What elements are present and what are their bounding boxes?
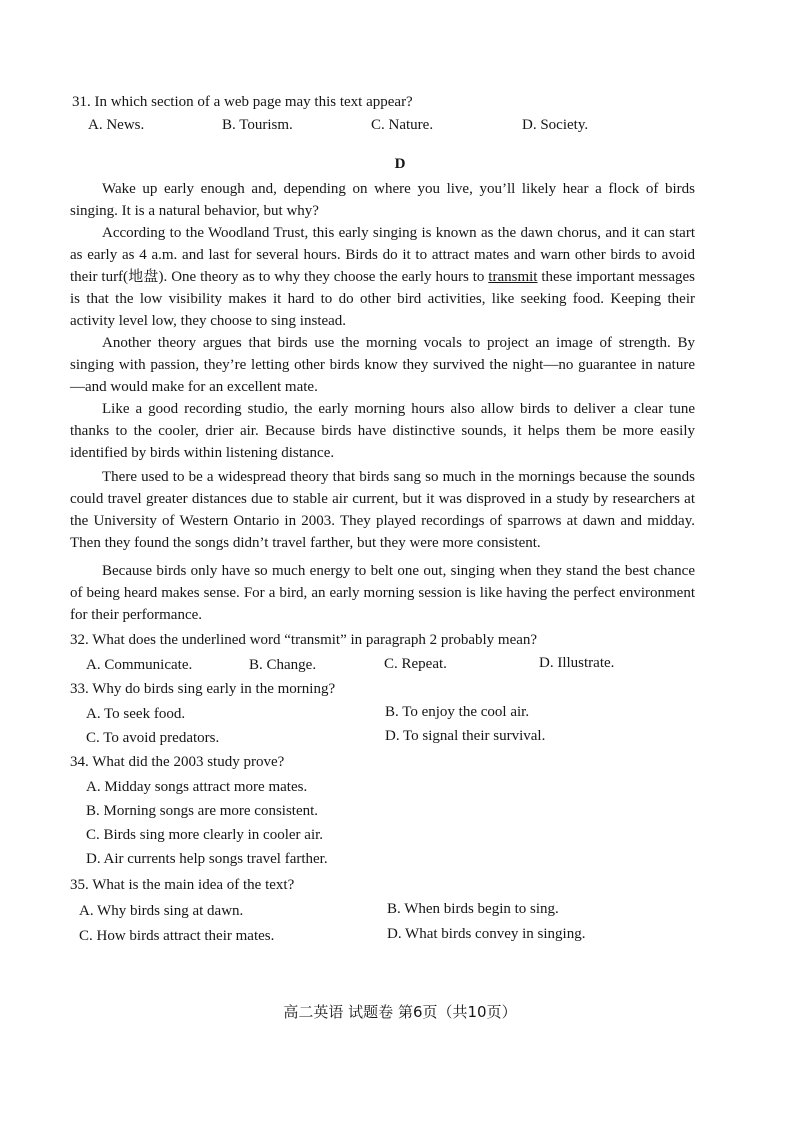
q31-option-c: C. Nature. [371,117,434,133]
paragraph-2-before: According to the Woodland Trust, this early singing is known as the dawn chorus, and it can start as early as 4 a.m. and last for several hours. Birds do it to attract mates and warn other birds to avoid their turf(地盘). One theory as to why they choose the early hours to [70,225,695,285]
page-footer: 高二英语 试题卷 第6页（共10页） [283,1003,517,1021]
paragraph-2 [70,222,695,332]
q33-question: 33. Why do birds sing early in the morning? [70,681,336,697]
paragraph-4: Like a good recording studio, the early morning hours also allow birds to deliver a clear tune thanks to the cooler, drier air. Because birds have distinctive sounds, it helps them be more easily identified by birds within listening distance. [70,401,695,461]
q32-option-b: B. Change. [249,657,317,673]
q32-option-c: C. Repeat. [384,656,447,672]
q31-option-a: A. News. [88,117,145,133]
q33-option-a: A. To seek food. [86,706,186,722]
q33-option-d: D. To signal their survival. [385,728,546,744]
paragraph-5: There used to be a widespread theory that birds sang so much in the mornings because the sounds could travel greater distances due to stable air current, but it was disproved in a study by researchers at the University of Western Ontario in 2003. They played recordings of sparrows at dawn and midday. Then they found the songs didn’t travel farther, but they were more consistent. [70,469,695,551]
q35-option-a: A. Why birds sing at dawn. [79,903,244,919]
q35-option-d: D. What birds convey in singing. [387,926,586,942]
paragraph-3: Another theory argues that birds use the morning vocals to project an image of strength. By singing with passion, they’re letting other birds know they survived the night—no guarantee in nature—and would make for an excellent mate. [70,335,695,395]
q32-option-a: A. Communicate. [86,657,193,673]
q34-question: 34. What did the 2003 study prove? [70,754,285,770]
q34-option-c: C. Birds sing more clearly in cooler air. [86,827,324,843]
q34-option-a: A. Midday songs attract more mates. [86,779,308,795]
paragraph-6: Because birds only have so much energy to belt one out, singing when they stand the best chance of being heard makes sense. For a bird, an early morning session is like having the perfect environment for their performance. [70,563,695,623]
q35-question: 35. What is the main idea of the text? [70,877,295,893]
q35-option-b: B. When birds begin to sing. [387,901,559,917]
q32-option-d: D. Illustrate. [539,655,615,671]
q32-question: 32. What does the underlined word “transmit” in paragraph 2 probably mean? [70,632,538,648]
q31-option-d: D. Society. [522,117,589,133]
q31-question: 31. In which section of a web page may this text appear? [72,94,413,110]
paragraph-2-after: these important messages is that the low visibility makes it hard to do other bird activities, like seeking food. Keeping their activity level low, they choose to sing instead. [70,269,695,329]
q33-option-b: B. To enjoy the cool air. [385,704,530,720]
q35-option-c: C. How birds attract their mates. [79,928,275,944]
q34-option-d: D. Air currents help songs travel farther. [86,851,328,867]
q31-option-b: B. Tourism. [222,117,293,133]
underlined-word: transmit [488,269,538,285]
section-label: D [394,156,406,172]
q34-option-b: B. Morning songs are more consistent. [86,803,319,819]
paragraph-1: Wake up early enough and, depending on where you live, you’ll likely hear a flock of birds singing. It is a natural behavior, but why? [70,181,695,219]
q33-option-c: C. To avoid predators. [86,730,220,746]
